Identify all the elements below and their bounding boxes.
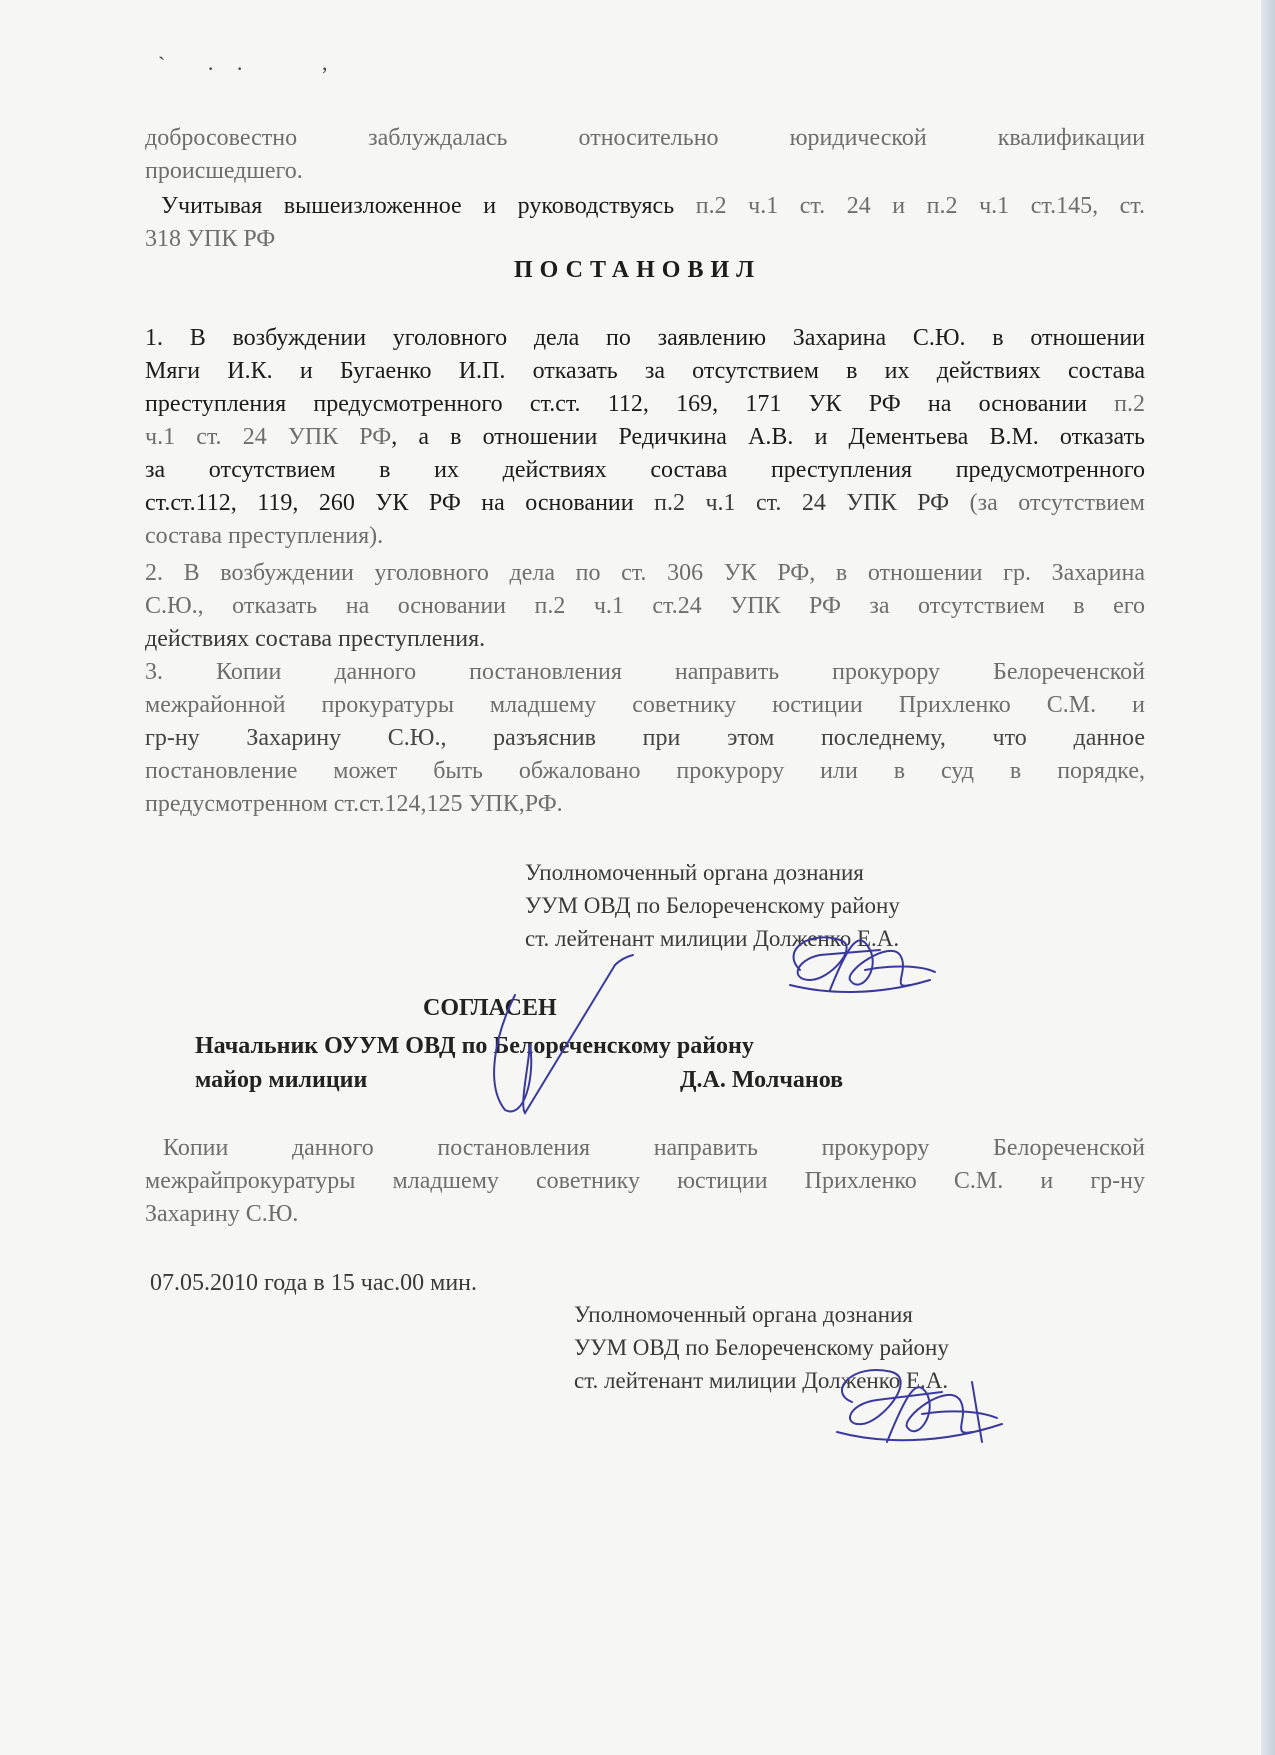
text-run: преступления предусмотренного ст.ст. 112, 169, 171 УК РФ на основании (145, 391, 1115, 417)
signer-rank-name: ст. лейтенант милиции Долженко Е.А. (574, 1368, 949, 1393)
signature-1 (770, 910, 950, 1010)
text-line: Захарину С.Ю. (145, 1201, 299, 1227)
copies-date: 07.05.2010 года в 15 час.00 мин. (150, 1270, 477, 1296)
text-line: за отсутствием в их действиях состава преступления предусмотренного (145, 457, 1145, 483)
agree-position: Начальник ОУУМ ОВД по Белореченскому району (195, 1033, 754, 1059)
text-line: межрайпрокуратуры младшему советнику юстиции Прихленко С.М. и гр-ну (145, 1168, 1145, 1194)
text-line: Мяги И.К. и Бугаенко И.П. отказать за отсутствием в их действиях состава (145, 358, 1145, 384)
signature-2 (822, 1352, 1012, 1462)
signer-department: УУМ ОВД по Белореченскому району (574, 1335, 949, 1360)
paragraph-grounds (145, 190, 1145, 256)
document-page: ` · · , добросовестно заблуждалась относительно юридической квалификации происшедшего. Учитывая вышеизложенное и руководствуясь п.2 ч.1 ст. 24 и п.2 ч.1 ст.145, ст. 318 УПК РФ ПОСТАНОВИЛ 1. В возбуждении уголовного дела по заявлению Захарина С.Ю. в отношении Мяги И.К. и Бугаенко И.П. отказать за отсутствием в их действиях состава преступления предусмотренного ст.ст. 112, 169, 171 УК РФ на основании п.2 ч.1 ст. 24 УПК РФ, а в отношении Редичкина А.В. и Дементьева В.М. отказать за отсутствием в их действиях состава преступления предусмотренного ст.ст.112, 119, 260 УК РФ на основании п.2 ч.1 ст. 24 УПК РФ (за отсутствием состава преступления). 2. В возбуждении уголовного дела по ст. 306 УК РФ, в отношении гр. Захарина С.Ю., отказать на основании п.2 ч.1 ст.24 УПК РФ за отсутствием в его действиях состава преступления. 3. Копии данного постановления направить прокурору Белореченской межрайонной прокуратуры младшему советнику юстиции Прихленко С.М. и гр-ну Захарину С.Ю., разъяснив при этом последнему, что данное постановление может быть обжаловано прокурору или в суд в порядке, предусмотренном ст.ст.124,125 УПК,РФ. Уполномоченный органа дознания УУМ ОВД по Белореченскому району ст. лейтенант милиции Долженко Е.А. СОГЛАСЕН Начальник ОУУМ ОВД по Белореченскому району майор милиции Д.А. Молчанов Копии данного постановления направить прокурору Белореченской межрайпрокуратуры младшему советнику юстиции Прихленко С.М. и гр-ну Захарину С.Ю. 07.05.2010 года в 15 час.00 мин. Уполномоченный органа дознания УУМ ОВД по Белореченскому району ст. лейтенант милиции Долженко Е.А. (0, 0, 1275, 1755)
text-run: ст.ст.112, 119, 260 УК РФ на основании (145, 490, 655, 516)
text-line (145, 487, 1145, 520)
text-line: 3. Копии данного постановления направить прокурору Белореченской (145, 659, 1145, 685)
decision-item-1 (145, 322, 1145, 553)
text-run: (за отсутствием (969, 490, 1145, 516)
text-line: предусмотренном ст.ст.124,125 УПК,РФ. (145, 791, 563, 817)
text-line: гр-ну Захарину С.Ю., разъяснив при этом последнему, что данное (145, 725, 1145, 751)
text-line (145, 388, 1145, 421)
top-mark: , (322, 50, 328, 75)
signer-position: Уполномоченный органа дознания (574, 1302, 913, 1327)
agree-rank: майор милиции (195, 1067, 368, 1093)
text-line: С.Ю., отказать на основании п.2 ч.1 ст.24 УПК РФ за отсутствием в его (145, 593, 1145, 619)
text-line (145, 190, 1145, 223)
signer-department: УУМ ОВД по Белореченскому району (525, 893, 900, 918)
text-line: добросовестно заблуждалась относительно юридической квалификации (145, 125, 1145, 151)
text-run: , а в отношении Редичкина А.В. и Дементьева В.М. отказать (391, 424, 1146, 450)
text-line: происшедшего. (145, 158, 303, 184)
text-line: состава преступления). (145, 523, 384, 549)
text-run: ч.1 ст. 24 УПК РФ (145, 424, 392, 450)
paragraph-qualification (145, 122, 1145, 188)
text-line: Копии данного постановления направить прокурору Белореченской (163, 1135, 1145, 1161)
text-line: 318 УПК РФ (145, 226, 276, 252)
text-run: п.2 (1114, 391, 1145, 417)
agree-heading: СОГЛАСЕН (423, 995, 557, 1021)
text-line: постановление может быть обжаловано прокурору или в суд в порядке, (145, 758, 1145, 784)
text-line: действиях состава преступления. (145, 626, 486, 652)
decision-item-3 (145, 656, 1145, 821)
text-run: п.2 ч.1 ст. 24 УПК РФ (654, 490, 970, 516)
paragraph-copies (145, 1132, 1145, 1231)
text-line: 1. В возбуждении уголовного дела по заявлению Захарина С.Ю. в отношении (145, 325, 1145, 351)
text-line: 2. В возбуждении уголовного дела по ст. 306 УК РФ, в отношении гр. Захарина (145, 560, 1145, 586)
decision-item-2 (145, 557, 1145, 656)
agree-name: Д.А. Молчанов (680, 1067, 844, 1093)
text-run: п.2 ч.1 ст. 24 и п.2 ч.1 ст.145, ст. (695, 193, 1145, 219)
text-run: Учитывая вышеизложенное и руководствуясь (161, 193, 696, 219)
text-line: межрайонной прокуратуры младшему советнику юстиции Прихленко С.М. и (145, 692, 1145, 718)
signature-approval (475, 945, 645, 1120)
signer-rank-name: ст. лейтенант милиции Долженко Е.А. (525, 926, 900, 951)
text-line (145, 421, 1145, 454)
signer-position: Уполномоченный органа дознания (525, 860, 864, 885)
document-title: ПОСТАНОВИЛ (514, 257, 761, 283)
